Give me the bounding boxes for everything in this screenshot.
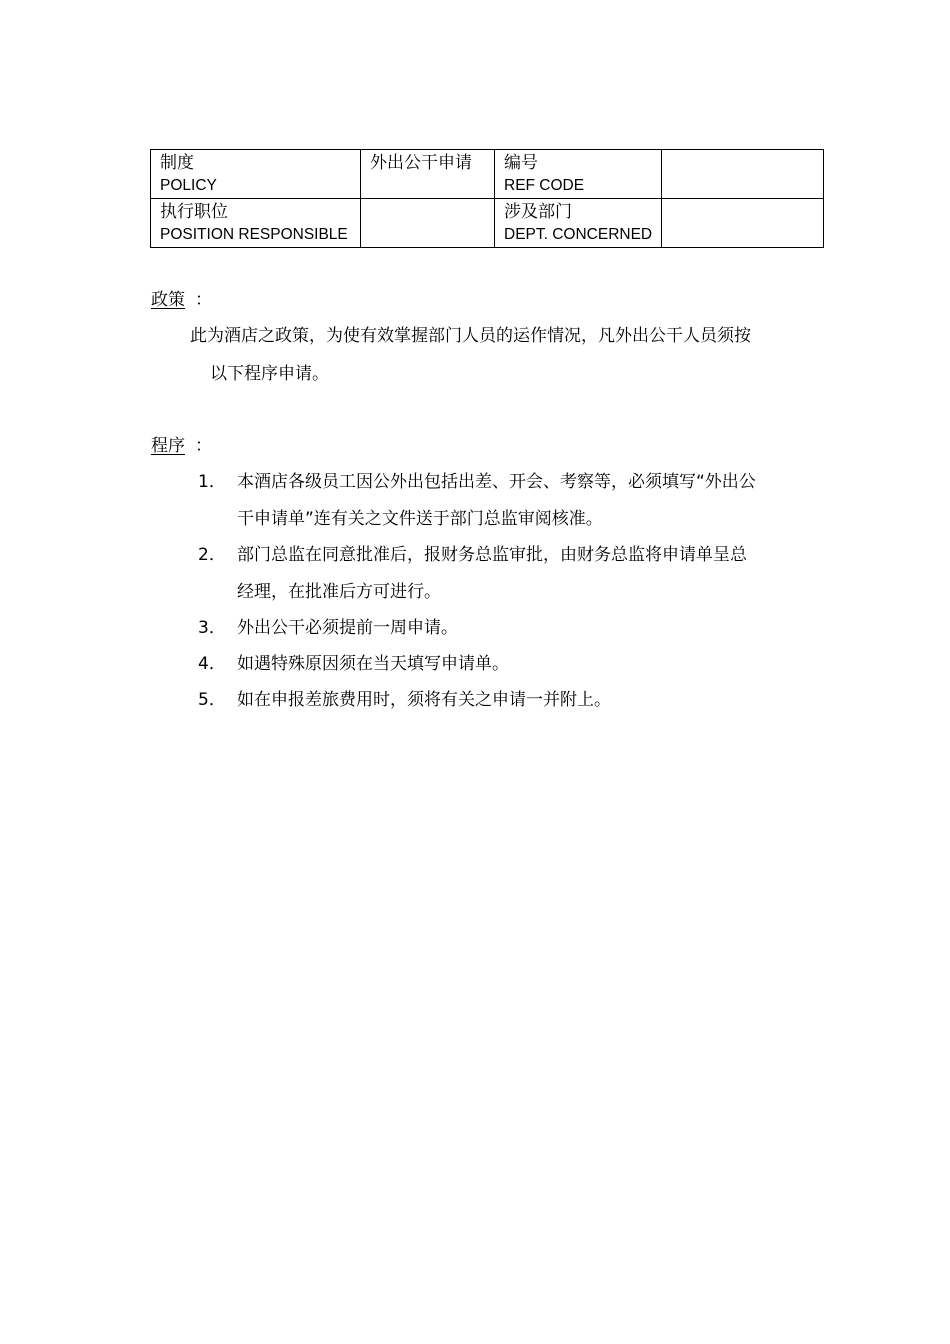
dept-label-cell: [495, 199, 662, 248]
procedure-item-number: 3．: [198, 618, 226, 638]
position-label-en: POSITION RESPONSIBLE: [160, 226, 348, 243]
procedure-item-number: 5．: [198, 690, 226, 710]
policy-label-en: POLICY: [160, 177, 217, 194]
ref-code-value-cell: [662, 150, 824, 199]
dept-label-en: DEPT. CONCERNED: [504, 226, 653, 243]
procedure-item-1: [198, 471, 756, 493]
procedure-heading: [151, 435, 212, 457]
header-row-position: [151, 199, 824, 248]
procedure-item-2: [198, 544, 747, 566]
position-label-cell: [151, 199, 361, 248]
position-value-cell: [361, 199, 495, 248]
procedure-item-2-continued: 经理，在批准后方可进行。: [237, 582, 441, 602]
policy-value: 外出公干申请: [370, 153, 472, 173]
header-row-policy: [151, 150, 824, 199]
procedure-item-3: [198, 617, 458, 639]
policy-text-line-2: 以下程序申请。: [210, 364, 329, 384]
policy-value-cell: [361, 150, 495, 199]
procedure-item-4: [198, 653, 509, 675]
dept-value-cell: [662, 199, 824, 248]
procedure-item-text: 本酒店各级员工因公外出包括出差、开会、考察等，必须填写“外出公: [237, 472, 756, 492]
procedure-item-5: [198, 689, 611, 711]
policy-text-line-1: 此为酒店之政策，为使有效掌握部门人员的运作情况，凡外出公干人员须按: [190, 326, 751, 346]
procedure-item-text: 外出公干必须提前一周申请。: [237, 618, 458, 638]
procedure-heading-text: 程序: [151, 436, 185, 456]
policy-heading-colon: ：: [195, 290, 212, 310]
procedure-item-1-continued: 干申请单”连有关之文件送于部门总监审阅核准。: [237, 509, 603, 529]
policy-label-cn: 制度: [160, 153, 194, 173]
procedure-item-number: 4．: [198, 654, 226, 674]
procedure-item-text: 部门总监在同意批准后，报财务总监审批，由财务总监将申请单呈总: [237, 545, 747, 565]
procedure-heading-colon: ：: [195, 436, 212, 456]
policy-heading: [151, 289, 212, 311]
policy-label-cell: [151, 150, 361, 199]
ref-code-label-en: REF CODE: [504, 177, 585, 194]
ref-code-label-cn: 编号: [504, 153, 538, 173]
procedure-item-number: 2．: [198, 545, 226, 565]
procedure-item-number: 1．: [198, 472, 226, 492]
position-label-cn: 执行职位: [160, 202, 228, 222]
policy-header-table: [150, 149, 824, 248]
policy-heading-text: 政策: [151, 290, 185, 310]
procedure-item-text: 如在申报差旅费用时，须将有关之申请一并附上。: [237, 690, 611, 710]
dept-label-cn: 涉及部门: [504, 202, 572, 222]
procedure-item-text: 如遇特殊原因须在当天填写申请单。: [237, 654, 509, 674]
ref-code-label-cell: [495, 150, 662, 199]
